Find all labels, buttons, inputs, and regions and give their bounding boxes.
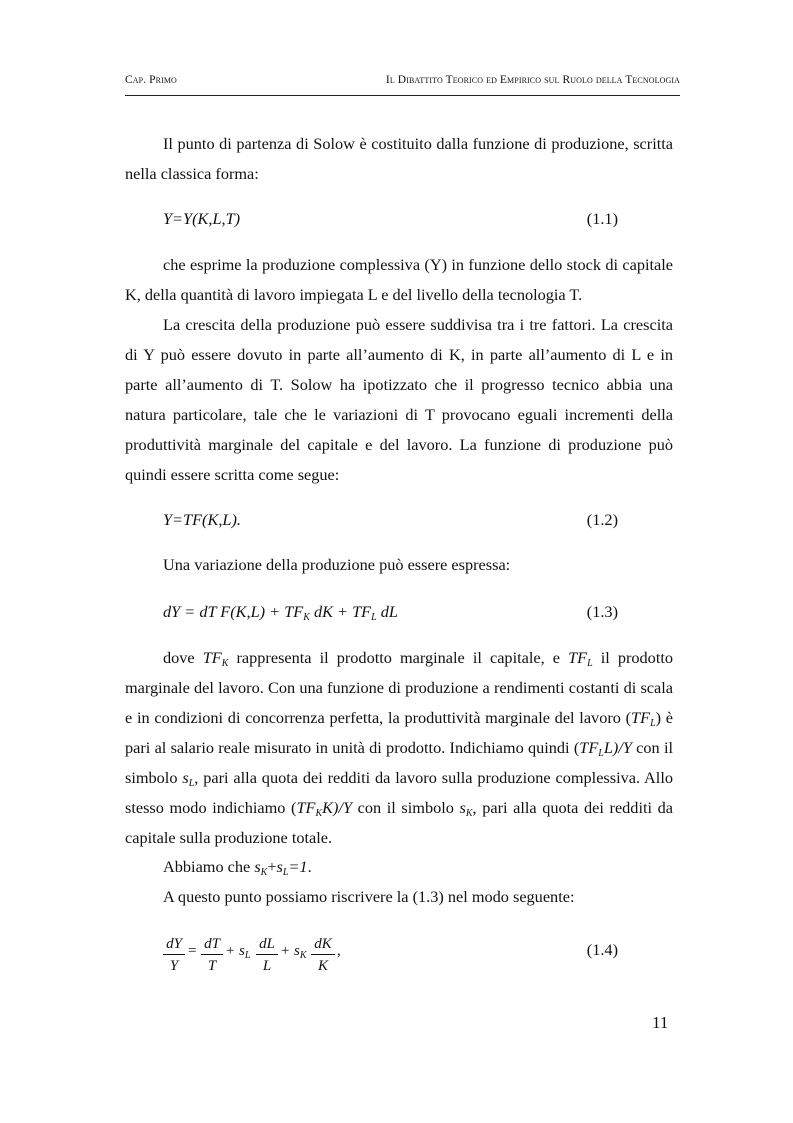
fraction-dL-L: dL L [256, 934, 278, 975]
equation-formula: Y=TF(K,L). [163, 510, 241, 529]
paragraph-7: A questo punto possiamo riscrivere la (1.3) nel modo seguente: [163, 887, 575, 906]
plus-sign: + [226, 943, 235, 959]
header-rule [125, 95, 680, 96]
paragraph-1: Il punto di partenza di Solow è costituito dalla funzione di produzione, scritta nella classica forma: [125, 134, 673, 183]
paragraph-4: Una variazione della produzione può essere espressa: [163, 555, 511, 574]
equation-part: dY = dT F(K,L) + TF [163, 602, 304, 621]
paragraph-6: Abbiamo che $s_K+s_L=1$. [163, 857, 312, 878]
subscript: L [371, 612, 377, 623]
equation-number: (1.2) [586, 510, 618, 529]
paragraph-2: che esprime la produzione complessiva (Y) in funzione dello stock di capitale K, della quantità di lavoro impiegata L e del livello della tecnologia T. [125, 255, 673, 304]
equation-1-3 [163, 597, 618, 627]
equation-1-1 [163, 204, 618, 234]
plus-sign: + [281, 943, 290, 959]
equation-part: dK + TF [309, 602, 372, 621]
paragraph-3: La crescita della produzione può essere suddivisa tra i tre fattori. La crescita di Y può essere dovuto in parte all’aumento di K, in parte all’aumento di L e in parte all’aumento di T. Solow ha ipotizzato che il progresso tecnico abbia una natura particolare, tale che le variazioni di T provocano eguali incrementi della produttività marginale del capitale e del lavoro. La funzione di produzione può quindi essere scritta come segue: [125, 315, 673, 484]
equals-sign: = [188, 943, 197, 959]
equation-number: (1.1) [586, 209, 618, 228]
share-sK: $s_K$ [294, 943, 307, 961]
header-title: Il Dibattito Teorico ed Empirico sul Ruolo della Tecnologia [385, 74, 680, 86]
fraction-dK-K: dK K [311, 934, 335, 975]
paragraph-5: dove $TF_K$ rappresenta il prodotto marginale il capitale, e $TF_L$ il prodotto marginale del lavoro. Con una funzione di produzione a rendimenti costanti di scala e in condizioni di concorrenza perfetta, la produttività marginale del lavoro $(TF_L)$ è pari al salario reale misurato in unità di prodotto. Indichiamo quindi $(TF_LL)/Y$ con il simbolo $s_L$, pari alla quota dei redditi da lavoro sulla produzione complessiva. Allo stesso modo indichiamo $(TF_KK)/Y$ con il simbolo $s_K$, pari alla quota dei redditi da capitale sulla produzione totale. [125, 648, 674, 847]
page-number: 11 [652, 1013, 669, 1032]
fraction-dY-Y: dY Y [163, 934, 185, 975]
equation-1-4 [163, 934, 618, 978]
share-sL: $s_L$ [239, 943, 251, 961]
header-chapter: Cap. Primo [125, 74, 177, 86]
equation-part: dL [376, 602, 398, 621]
fraction-dT-T: dT T [201, 934, 223, 975]
equation-number: (1.3) [586, 602, 618, 621]
equation-formula: Y=Y(K,L,T) [163, 209, 241, 228]
equation-number: (1.4) [586, 940, 618, 959]
running-header [125, 74, 680, 86]
comma: , [337, 943, 341, 959]
subscript: K [303, 612, 310, 623]
equation-1-2 [163, 505, 618, 535]
